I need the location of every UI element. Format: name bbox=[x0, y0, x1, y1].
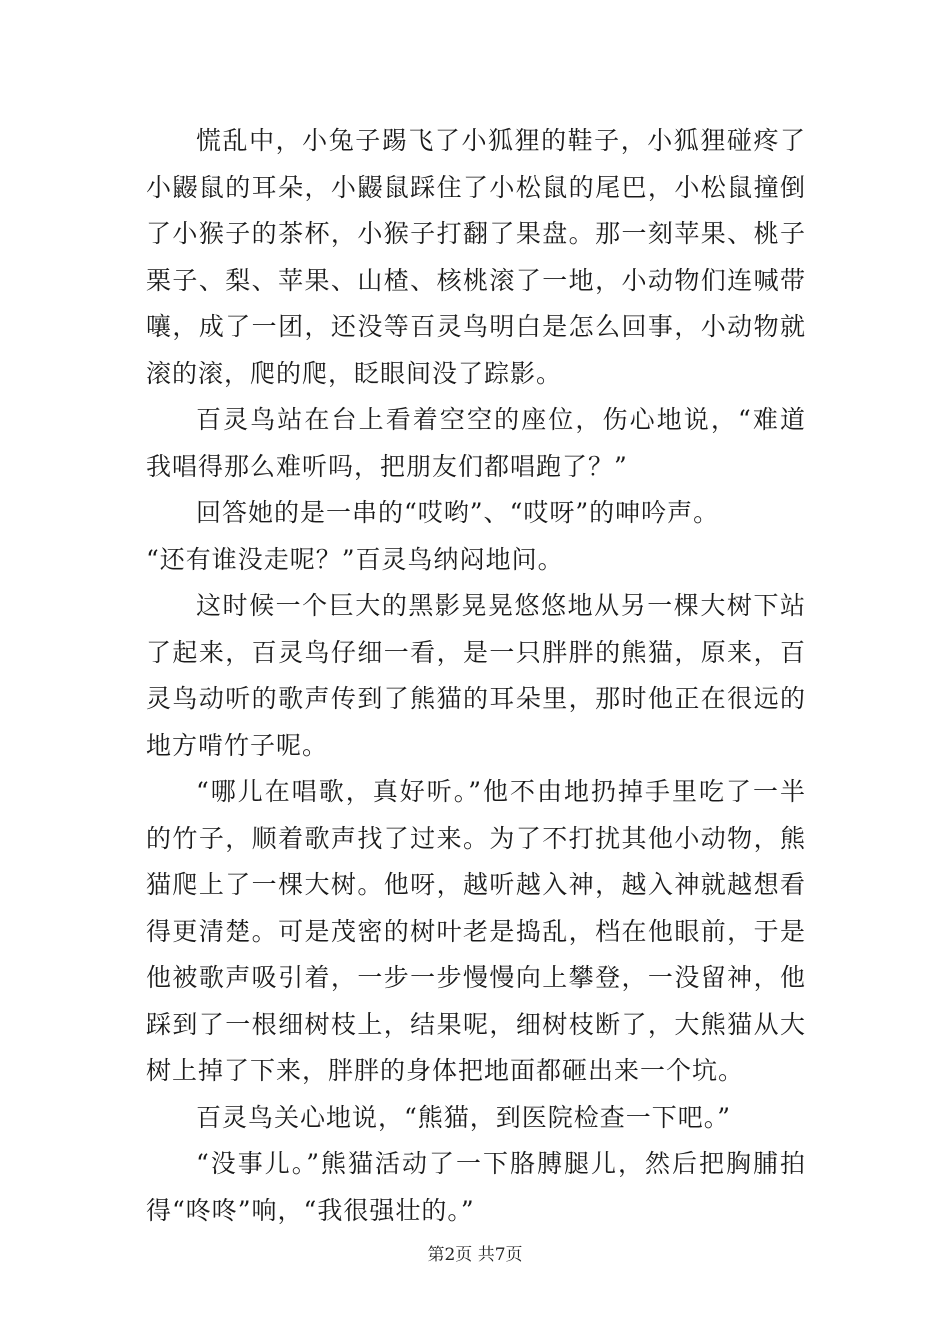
paragraph: 百灵鸟站在台上看着空空的座位，伤心地说，“难道我唱得那么难听吗，把朋友们都唱跑了？” bbox=[146, 405, 806, 481]
paragraph: “没事儿。”熊猫活动了一下胳膊腿儿，然后把胸脯拍得“咚咚”响，“我很强壮的。” bbox=[146, 1149, 806, 1225]
paragraph: 这时候一个巨大的黑影晃晃悠悠地从另一棵大树下站了起来，百灵鸟仔细一看，是一只胖胖的熊猫，原来，百灵鸟动听的歌声传到了熊猫的耳朵里，那时他正在很远的地方啃竹子呢。 bbox=[146, 591, 806, 760]
paragraph: 慌乱中，小兔子踢飞了小狐狸的鞋子，小狐狸碰疼了小鼹鼠的耳朵，小鼹鼠踩住了小松鼠的尾巴，小松鼠撞倒了小猴子的茶杯，小猴子打翻了果盘。那一刻苹果、桃子栗子、梨、苹果、山楂、核桃滚了一地，小动物们连喊带嚷，成了一团，还没等百灵鸟明白是怎么回事，小动物就滚的滚，爬的爬，眨眼间没了踪影。 bbox=[146, 126, 806, 388]
paragraph: “哪儿在唱歌，真好听。”他不由地扔掉手里吃了一半的竹子，顺着歌声找了过来。为了不打扰其他小动物，熊猫爬上了一棵大树。他呀，越听越入神，越入神就越想看得更清楚。可是茂密的树叶老是捣乱，档在他眼前，于是他被歌声吸引着，一步一步慢慢向上攀登，一没留神，他踩到了一根细树枝上，结果呢，细树枝断了，大熊猫从大树上掉了下来，胖胖的身体把地面都砸出来一个坑。 bbox=[146, 777, 806, 1085]
paragraph: 回答她的是一串的“哎哟”、“哎呀”的呻吟声。 bbox=[196, 498, 720, 527]
paragraph: 百灵鸟关心地说，“熊猫，到医院检查一下吧。” bbox=[196, 1102, 732, 1132]
document-body bbox=[146, 118, 806, 1234]
page-number-footer: 第2页 共7页 bbox=[427, 1245, 523, 1265]
paragraph: “还有谁没走呢？”百灵鸟纳闷地问。 bbox=[146, 544, 564, 574]
